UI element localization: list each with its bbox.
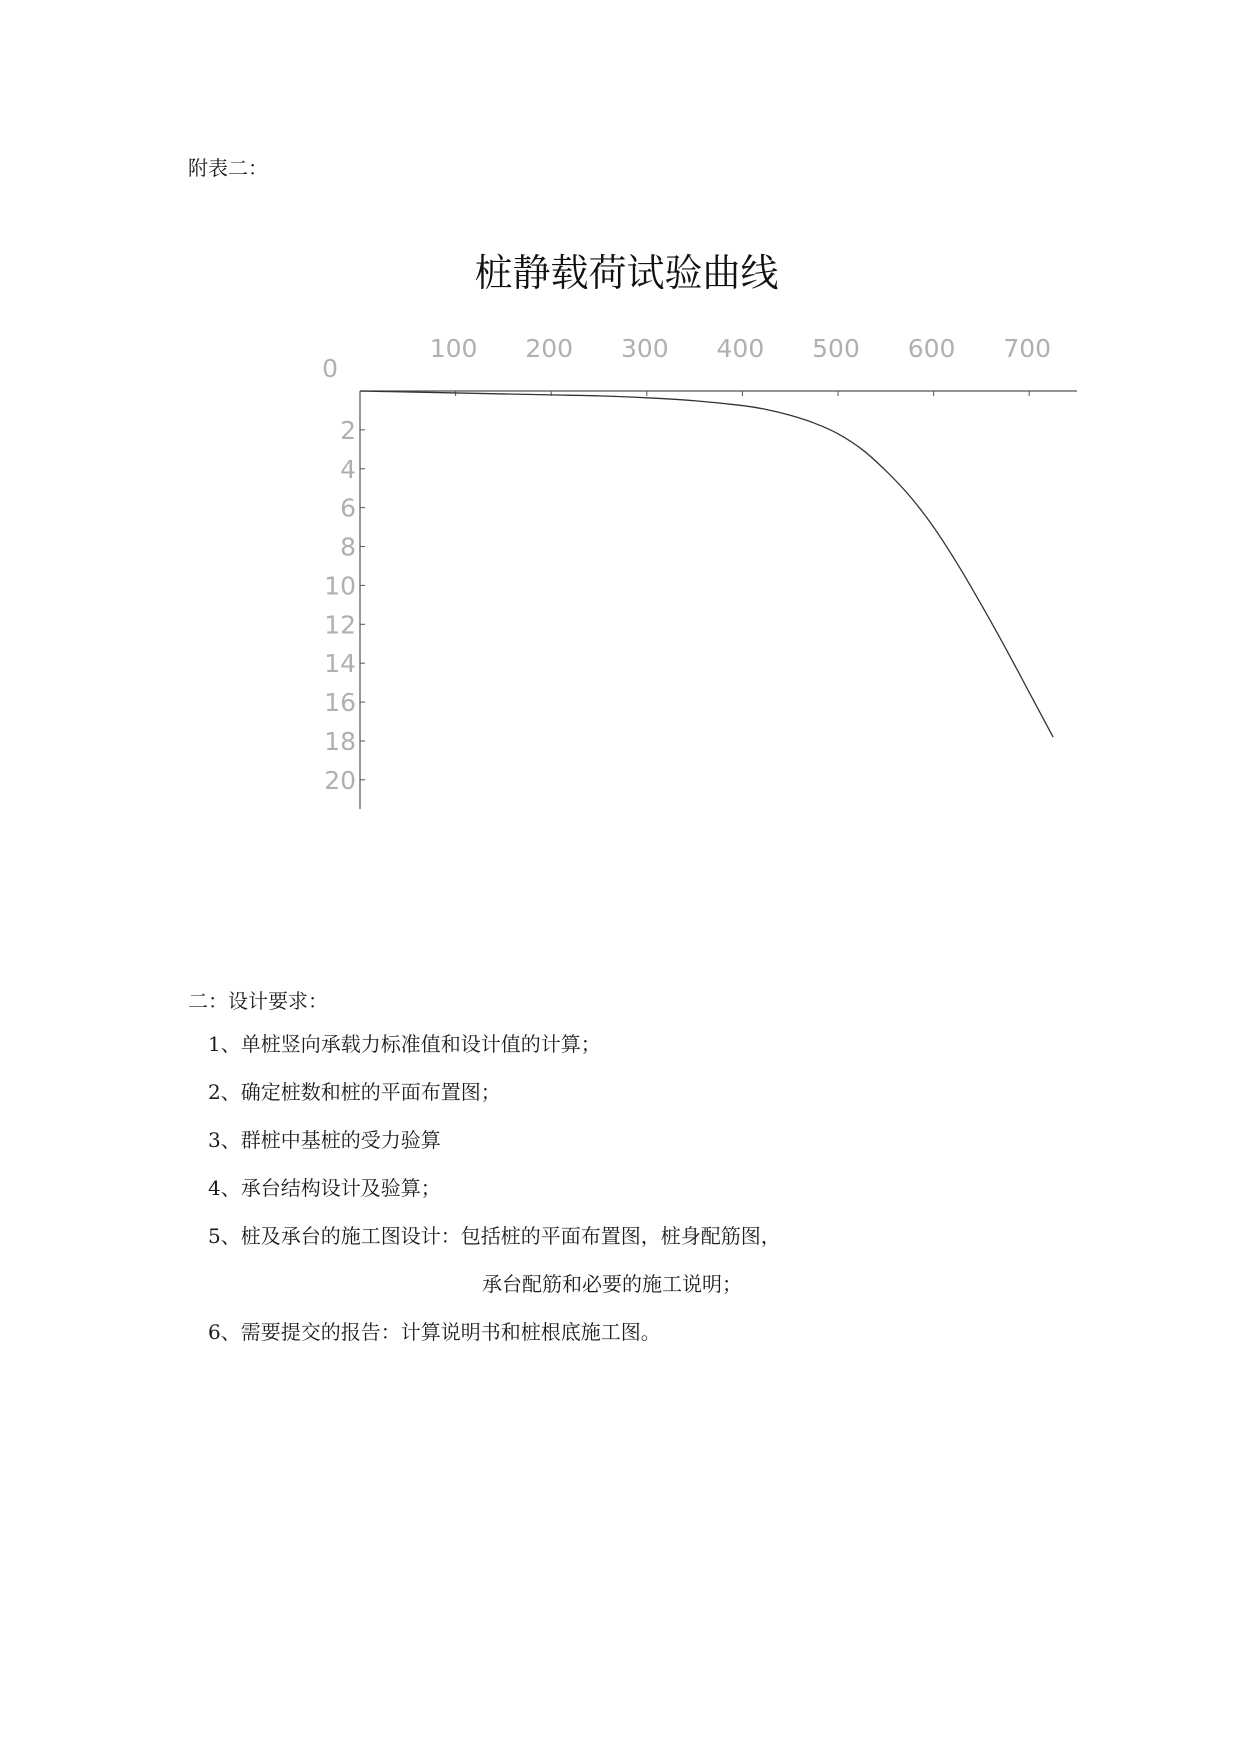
- x-tick-label: 600: [907, 334, 956, 363]
- y-tick-label: 6: [340, 493, 356, 523]
- section-heading: 二：设计要求：: [188, 989, 328, 1013]
- y-tick-label: 10: [324, 571, 356, 601]
- requirements-list: [208, 1032, 781, 1368]
- list-item: 2、确定桩数和桩的平面布置图；: [208, 1080, 501, 1104]
- y-tick-label: 8: [340, 532, 356, 562]
- chart-title: 桩静载荷试验曲线: [474, 251, 779, 295]
- list-item: 6、需要提交的报告：计算说明书和桩根底施工图。: [208, 1320, 661, 1344]
- x-tick-label: 200: [525, 334, 574, 363]
- list-item: 1、单桩竖向承载力标准值和设计值的计算；: [208, 1032, 601, 1056]
- appendix-label: 附表二：: [188, 156, 268, 180]
- y-tick-label: 14: [324, 649, 356, 679]
- x-tick-label: 500: [812, 334, 860, 363]
- list-item: 3、群桩中基桩的受力验算: [208, 1128, 441, 1152]
- y-tick-label: 12: [324, 610, 356, 640]
- x-tick-label: 300: [620, 334, 669, 363]
- x-tick-label: 400: [716, 334, 765, 363]
- series-line: [360, 391, 1053, 737]
- y-tick-label: 4: [340, 454, 356, 484]
- y-tick-label: 20: [324, 765, 356, 795]
- list-item: 4、承台结构设计及验算；: [208, 1176, 441, 1200]
- list-item-continuation: 承台配筋和必要的施工说明；: [482, 1272, 742, 1296]
- list-item: 5、桩及承台的施工图设计：包括桩的平面布置图，桩身配筋图，: [208, 1224, 781, 1248]
- y-tick-label: 2: [340, 415, 356, 445]
- x-tick-label: 700: [1003, 334, 1052, 363]
- y-tick-label: 0: [322, 354, 338, 383]
- y-tick-label: 16: [324, 688, 356, 718]
- y-tick-label: 18: [324, 726, 356, 756]
- x-tick-label: 100: [429, 334, 478, 363]
